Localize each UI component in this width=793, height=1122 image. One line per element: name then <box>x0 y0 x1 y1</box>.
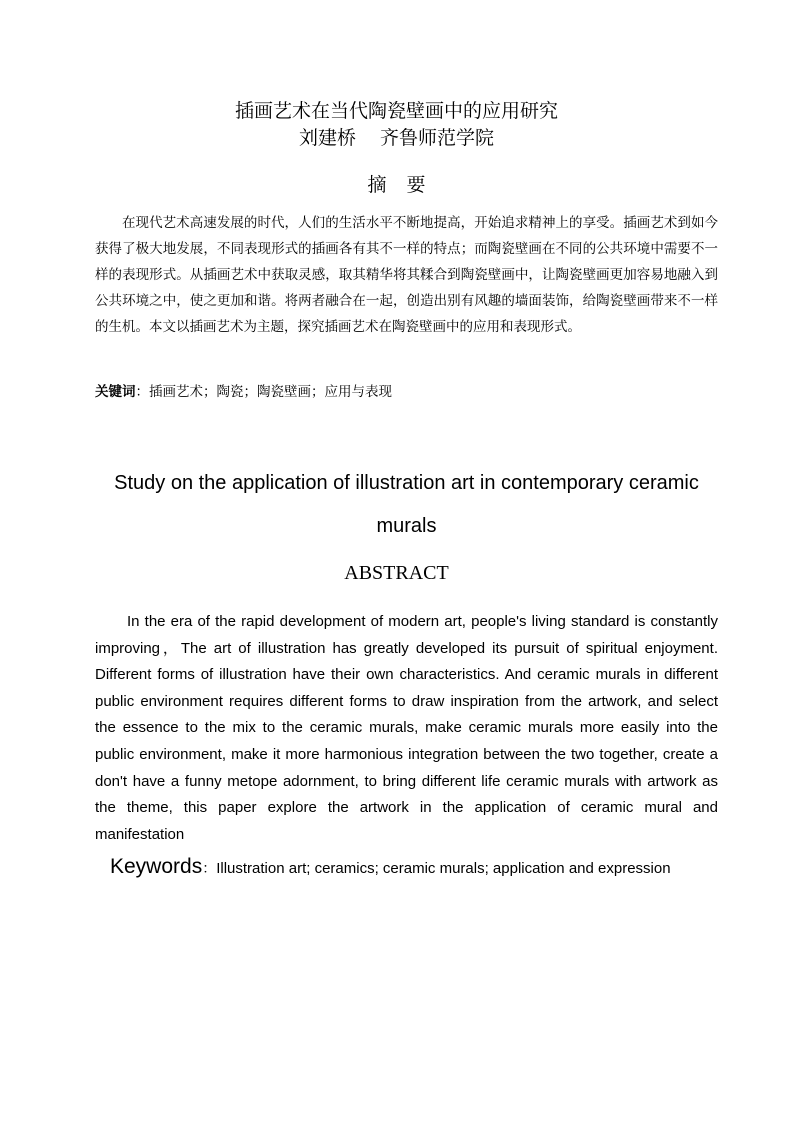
english-keywords-label: Keywords <box>110 855 203 878</box>
chinese-abstract-body: 在现代艺术高速发展的时代，人们的生活水平不断地提高，开始追求精神上的享受。插画艺术到如今获得了极大地发展，不同表现形式的插画各有其不一样的特点；而陶瓷壁画在不同的公共环境中需要不一样的表现形式。从插画艺术中获取灵感，取其精华将其糅合到陶瓷壁画中，让陶瓷壁画更加容易地融入到公共环境之中，使之更加和谐。将两者融合在一起，创造出别有风趣的墙面装饰，给陶瓷壁画带来不一样的生机。本文以插画艺术为主题，探究插画艺术在陶瓷壁画中的应用和表现形式。 <box>95 215 718 335</box>
english-keywords-separator: ： <box>202 861 217 877</box>
english-keywords-text: Illustration art; ceramics; ceramic murals; application and expression <box>216 860 671 877</box>
abstract-heading-char-2: 要 <box>406 174 426 196</box>
english-keywords <box>110 855 671 879</box>
chinese-title: 插画艺术在当代陶瓷壁画中的应用研究 <box>234 100 558 122</box>
author-line <box>0 123 793 150</box>
chinese-keywords <box>95 380 392 400</box>
english-abstract-body: In the era of the rapid development of modern art, people's living standard is constantly improving，The art of illustration has greatly developed its pursuit of spiritual enjoyment. Different forms of illustration have their own characteristics. And ceramic murals in different public environment requires different forms to draw inspiration from the artwork, and select the essence to the mix to the ceramic murals, make ceramic murals more easily into the public environment, make it more harmonious integration between the two together, create a don't have a funny metope adornment, to bring different life ceramic murals with artwork as the theme, this paper explore the artwork in the application of ceramic mural and manifestation <box>95 613 718 843</box>
abstract-heading-char-1: 摘 <box>367 174 387 196</box>
author-name: 刘建桥 <box>298 127 356 149</box>
chinese-keywords-label: 关键词 <box>95 384 136 400</box>
english-title: Study on the application of illustration art in contemporary ceramic murals <box>114 472 699 537</box>
chinese-keywords-text: 插画艺术；陶瓷；陶瓷壁画；应用与表现 <box>149 384 392 400</box>
author-institution: 齐鲁师范学院 <box>380 127 495 149</box>
english-abstract-heading: ABSTRACT <box>344 562 449 584</box>
chinese-abstract-heading <box>0 170 793 197</box>
chinese-keywords-separator: ： <box>135 384 149 400</box>
